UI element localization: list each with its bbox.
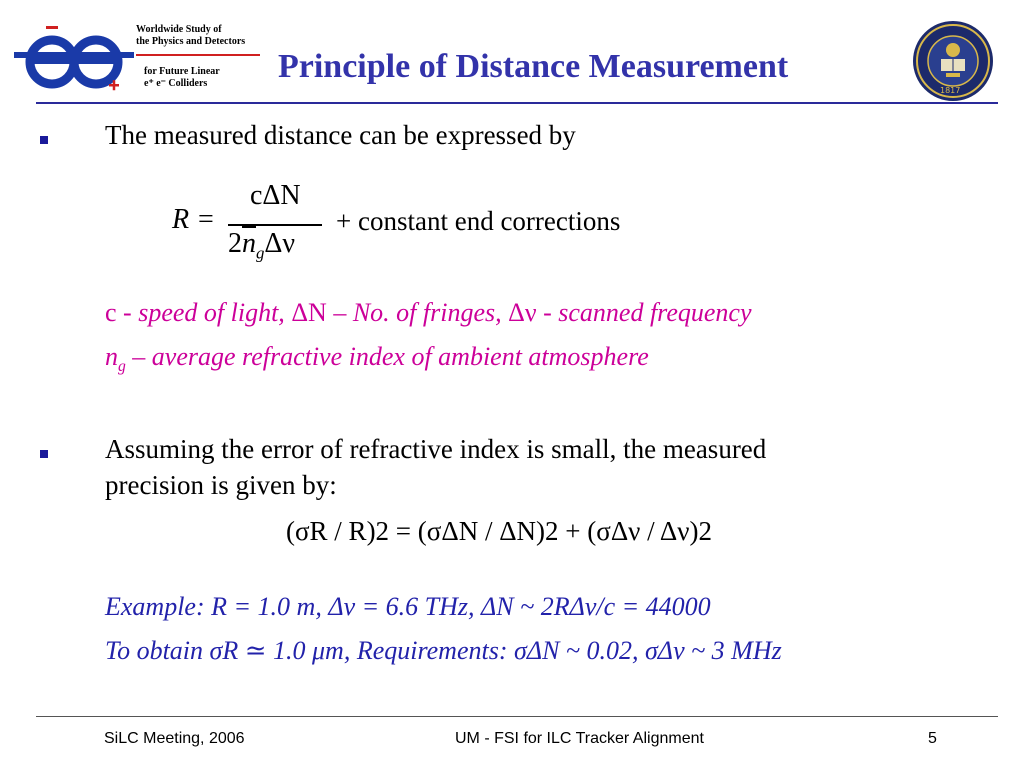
note-c: c	[105, 298, 117, 327]
note-ng-sub: g	[118, 358, 126, 376]
logo-line-3: for Future Linear	[144, 66, 220, 77]
note-dn-desc: – No. of fringes,	[326, 298, 509, 327]
eq1-denominator-var: $\overline{n}$	[242, 228, 256, 259]
eq1-denominator	[228, 228, 295, 264]
note-ng-desc: – average refractive index of ambient atmosphere	[125, 342, 649, 371]
logo-line-1: Worldwide Study of	[136, 24, 222, 35]
logo-text-top	[136, 24, 245, 48]
footer-meeting: SiLC Meeting, 2006	[104, 730, 245, 747]
header-divider	[36, 102, 998, 104]
note-speed-of-light	[105, 298, 752, 328]
ee-logo-icon	[14, 22, 134, 102]
footer-page-number: 5	[928, 730, 937, 747]
logo-line-2: the Physics and Detectors	[136, 36, 246, 47]
university-seal-icon	[912, 20, 994, 102]
note-refractive-index	[105, 342, 649, 376]
note-dv-desc: - scanned frequency	[536, 298, 752, 327]
logo-red-rule	[136, 54, 260, 56]
eq1-numerator: cΔN	[250, 180, 301, 211]
eq1-lhs: R	[172, 204, 190, 235]
eq1-fraction-bar	[228, 224, 322, 226]
eq1-suffix: + constant end corrections	[336, 206, 621, 236]
note-dn: ΔN	[291, 298, 327, 327]
eq1-denominator-sub: g	[256, 243, 265, 263]
slide-title: Principle of Distance Measurement	[278, 48, 789, 85]
bullet-1-text: The measured distance can be expressed by	[105, 120, 576, 150]
logo-line-4: e⁺ e⁻ Colliders	[144, 78, 208, 89]
bullet-marker-2	[40, 450, 48, 458]
note-dv: Δν	[508, 298, 537, 327]
bullet-marker-1	[40, 136, 48, 144]
requirement-line: To obtain σR ≃ 1.0 μm, Requirements: σΔN ~ 0.02, σΔν ~ 3 MHz	[105, 636, 782, 665]
eq1-denominator-coef: 2	[228, 228, 242, 259]
eq1-denominator-delta: Δν	[264, 228, 296, 259]
bullet-2-text-line-2: precision is given by:	[105, 470, 337, 500]
eq1-equals: =	[198, 204, 214, 235]
ilc-logo	[14, 22, 264, 102]
footer-divider	[36, 716, 998, 717]
seal-year: 1817	[940, 86, 961, 95]
note-ng-var: n	[105, 342, 118, 371]
bullet-2-text-line-1: Assuming the error of refractive index is small, the measured	[105, 434, 767, 464]
note-c-desc: - speed of light,	[116, 298, 292, 327]
eq2-precision: (σR / R)2 = (σΔN / ΔN)2 + (σΔν / Δν)2	[286, 516, 712, 546]
example-line: Example: R = 1.0 m, Δν = 6.6 THz, ΔN ~ 2RΔν/c = 44000	[105, 592, 711, 621]
footer-presentation-title: UM - FSI for ILC Tracker Alignment	[455, 730, 704, 747]
logo-text-bottom	[144, 66, 220, 90]
